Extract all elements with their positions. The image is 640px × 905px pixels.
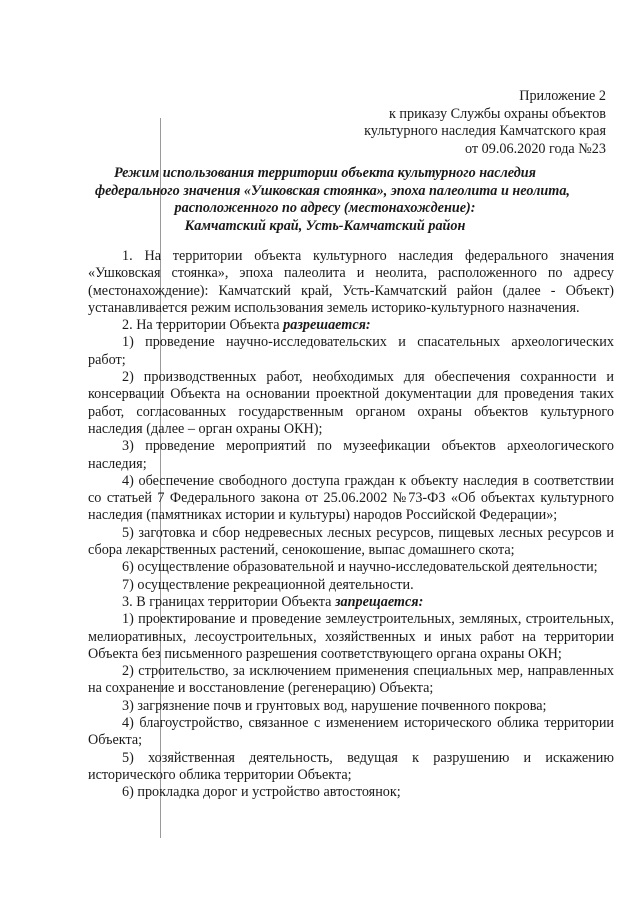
allowed-label: разрешается: — [283, 317, 371, 334]
allowed-item-6: 6) осуществление образовательной и научно-исследовательской деятельности; — [122, 559, 598, 576]
forbidden-item-2: 2) строительство, за исключением применения специальных мер, направленных на сохранение и восстановление (регенерацию) Объекта; — [88, 663, 614, 697]
forbidden-label: запрещается: — [335, 593, 424, 610]
appendix-number: Приложение 2 — [519, 88, 606, 104]
allowed-item-7: 7) осуществление рекреационной деятельности. — [122, 576, 414, 593]
appendix-authority: культурного наследия Камчатского края — [364, 123, 606, 139]
paragraph-3-lead: 3. В границах территории Объекта — [122, 593, 335, 610]
title-line-2: федерального значения «Ушковская стоянка», эпоха палеолита и неолита, — [95, 182, 570, 199]
allowed-item-3: 3) проведение мероприятий по музеефикации объектов археологического наследия; — [88, 438, 614, 472]
appendix-order-ref: к приказу Службы охраны объектов — [388, 105, 606, 122]
appendix-date: от 09.06.2020 года №23 — [465, 140, 606, 157]
forbidden-item-3: 3) загрязнение почв и грунтовых вод, нарушение почвенного покрова; — [122, 697, 547, 714]
paragraph-2-heading — [88, 317, 614, 334]
allowed-item-4: 4) обеспечение свободного доступа граждан к объекту наследия в соответствии со статьей 7 Федерального закона от 25.06.2002 №73-ФЗ «Об объектах культурного наследия (памятниках истории и культуры) народов Российской Федерации»; — [88, 472, 614, 524]
allowed-item-1: 1) проведение научно-исследовательских и спасательных археологических работ; — [88, 334, 614, 368]
title-line-4: Камчатский край, Усть-Камчатский район — [184, 217, 466, 234]
paragraph-3-heading — [88, 594, 614, 611]
paragraph-2-lead: 2. На территории Объекта — [122, 317, 284, 334]
title-line-1: Режим использования территории объекта культурного наследия — [114, 165, 536, 181]
forbidden-item-1: 1) проектирование и проведение землеустроительных, земляных, строительных, мелиоративных, лесоустроительных, хозяйственных и иных работ на территории Объекта без письменного разрешения соответствующего органа охраны ОКН; — [88, 611, 614, 662]
forbidden-item-4: 4) благоустройство, связанное с изменением исторического облика территории Объекта; — [88, 715, 614, 749]
forbidden-item-5: 5) хозяйственная деятельность, ведущая к разрушению и искажению исторического облика территории Объекта; — [88, 749, 614, 783]
allowed-item-5: 5) заготовка и сбор недревесных лесных ресурсов, пищевых лесных ресурсов и сбора лекарственных растений, сенокошение, выпас домашнего скота; — [88, 524, 614, 559]
forbidden-item-6: 6) прокладка дорог и устройство автостоянок; — [122, 784, 401, 801]
document-body — [88, 248, 614, 802]
appendix-header — [276, 88, 606, 158]
allowed-item-2: 2) производственных работ, необходимых для обеспечения сохранности и консервации Объекта на основании проектной документации для проведения таких работ, согласованных государственным органом охраны объектов культурного наследия (далее – орган охраны ОКН); — [88, 369, 614, 437]
paragraph-1: 1. На территории объекта культурного наследия федерального значения «Ушковская стоянка», эпоха палеолита и неолита, расположенного по адресу (местонахождение): Камчатский край, Усть-Камчатский район (далее - Объект) устанавливается режим использования земель историко-культурного назначения. — [88, 248, 614, 316]
document-title — [95, 165, 570, 235]
title-line-3: расположенного по адресу (местонахождение): — [174, 200, 476, 216]
